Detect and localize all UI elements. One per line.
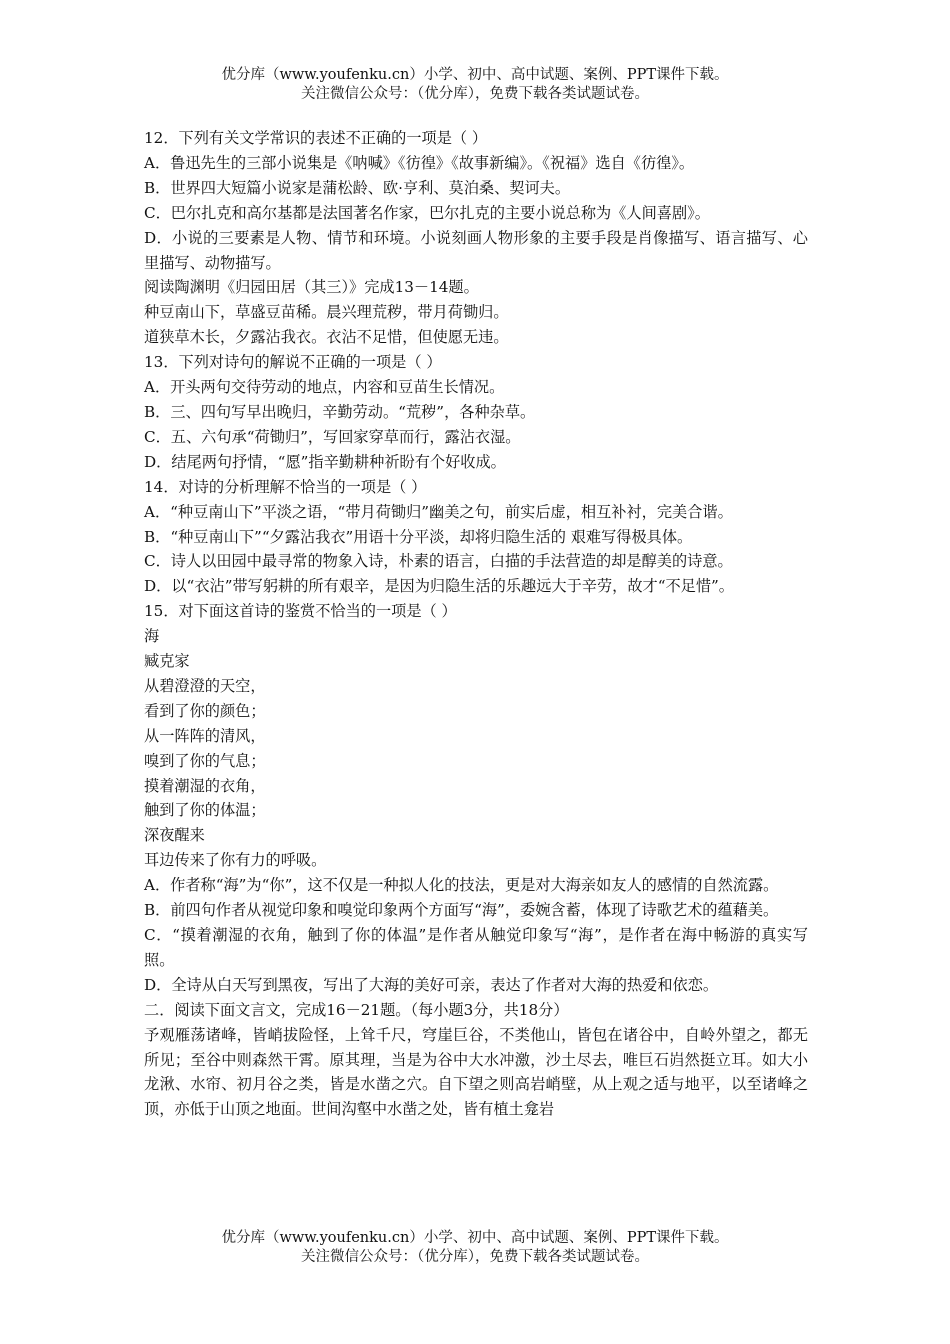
q15-option-a: A．作者称“海”为“你”，这不仅是一种拟人化的技法，更是对大海亲如友人的感情的自然流露。 (144, 876, 779, 895)
q14-stem: 14．对诗的分析理解不恰当的一项是（ ） (144, 477, 427, 496)
q12-stem: 12．下列有关文学常识的表述不正确的一项是（ ） (144, 129, 488, 147)
section-heading: 二．阅读下面文言文，完成16－21题。（每小题3分，共18分） (144, 1000, 569, 1019)
poem-line: 从碧澄澄的天空， (144, 676, 266, 695)
poem-line: 道狭草木长，夕露沾我衣。衣沾不足惜，但使愿无违。 (144, 328, 509, 347)
q13-option-c: C．五、六句承“荷锄归”，写回家穿草而行，露沾衣湿。 (144, 427, 521, 446)
poem-author: 臧克家 (144, 652, 190, 671)
q12-option-c: C．巴尔扎克和高尔基都是法国著名作家，巴尔扎克的主要小说总称为《人间喜剧》。 (144, 203, 710, 222)
footer-line-1: 优分库（www.youfenku.cn）小学、初中、高中试题、案例、PPT课件下载。 (221, 1230, 729, 1246)
q15-option-c: C．“摸着潮湿的衣角，触到了你的体温”是作者从触觉印象写“海”，是作者在海中畅游的真实写照。 (144, 926, 808, 969)
poem-line: 看到了你的颜色； (144, 701, 266, 720)
q12-option-a: A．鲁迅先生的三部小说集是《呐喊》《彷徨》《故事新编》。《祝福》选自《彷徨》。 (144, 153, 695, 172)
q15-stem: 15．对下面这首诗的鉴赏不恰当的一项是（ ） (144, 602, 457, 621)
footer-line-2: 关注微信公众号：（优分库），免费下载各类试题试卷。 (301, 1249, 649, 1265)
reading-instruction: 阅读陶渊明《归园田居（其三）》完成13－14题。 (144, 278, 479, 297)
q13-option-a: A．开头两句交待劳动的地点，内容和豆苗生长情况。 (144, 378, 505, 397)
q12-option-b: B．世界四大短篇小说家是蒲松龄、欧·亨利、莫泊桑、契诃夫。 (144, 178, 571, 197)
q14-option-a: A．“种豆南山下”平淡之语，“带月荷锄归”幽美之句，前实后虚，相互补衬，完美合谐。 (144, 502, 733, 521)
page-header (0, 66, 950, 104)
header-line-2: 关注微信公众号：（优分库），免费下载各类试题试卷。 (301, 86, 649, 102)
q15-option-b: B．前四句作者从视觉印象和嗅觉印象两个方面写“海”，委婉含蓄，体现了诗歌艺术的蕴藉美。 (144, 901, 779, 920)
poem-title: 海 (144, 627, 160, 646)
poem-line: 耳边传来了你有力的呼吸。 (144, 851, 327, 870)
poem-line: 从一阵阵的清风， (144, 726, 266, 745)
poem-line: 触到了你的体温； (144, 801, 266, 820)
header-line-1: 优分库（www.youfenku.cn）小学、初中、高中试题、案例、PPT课件下载。 (221, 67, 729, 83)
q14-option-d: D．以“衣沾”带写躬耕的所有艰辛，是因为归隐生活的乐趣远大于辛劳，故才“不足惜”。 (144, 577, 734, 596)
poem-line: 种豆南山下，草盛豆苗稀。晨兴理荒秽，带月荷锄归。 (144, 303, 509, 322)
q13-stem: 13．下列对诗句的解说不正确的一项是（ ） (144, 353, 442, 372)
q14-option-c: C．诗人以田园中最寻常的物象入诗，朴素的语言，白描的手法营造的却是醇美的诗意。 (144, 552, 733, 571)
poem-line: 深夜醒来 (144, 826, 205, 845)
poem-line: 嗅到了你的气息； (144, 751, 266, 770)
q13-option-d: D．结尾两句抒情，“愿”指辛勤耕种祈盼有个好收成。 (144, 452, 506, 471)
classical-passage: 予观雁荡诸峰，皆峭拔险怪，上耸千尺，穹崖巨谷，不类他山，皆包在诸谷中，自岭外望之，都无所见；至谷中则森然干霄。原其理，当是为谷中大水冲激，沙土尽去，唯巨石岿然挺立耳。如大小龙湫、水帘、初月谷之类，皆是水凿之穴。自下望之则高岩峭壁，从上观之适与地平，以至诸峰之顶，亦低于山顶之地面。世间沟壑中水凿之处，皆有植土龛岩 (144, 1025, 808, 1119)
poem-line: 摸着潮湿的衣角， (144, 776, 266, 795)
q15-option-d: D．全诗从白天写到黑夜，写出了大海的美好可亲，表达了作者对大海的热爱和依恋。 (144, 975, 719, 994)
page-footer (0, 1229, 950, 1267)
q12-option-d: D．小说的三要素是人物、情节和环境。小说刻画人物形象的主要手段是肖像描写、语言描写、心里描写、动物描写。 (144, 228, 808, 272)
q14-option-b: B．“种豆南山下”“夕露沾我衣”用语十分平淡，却将归隐生活的 艰难写得极具体。 (144, 527, 693, 546)
document-body (144, 126, 808, 1122)
q13-option-b: B．三、四句写早出晚归，辛勤劳动。“荒秽”，各种杂草。 (144, 402, 536, 421)
